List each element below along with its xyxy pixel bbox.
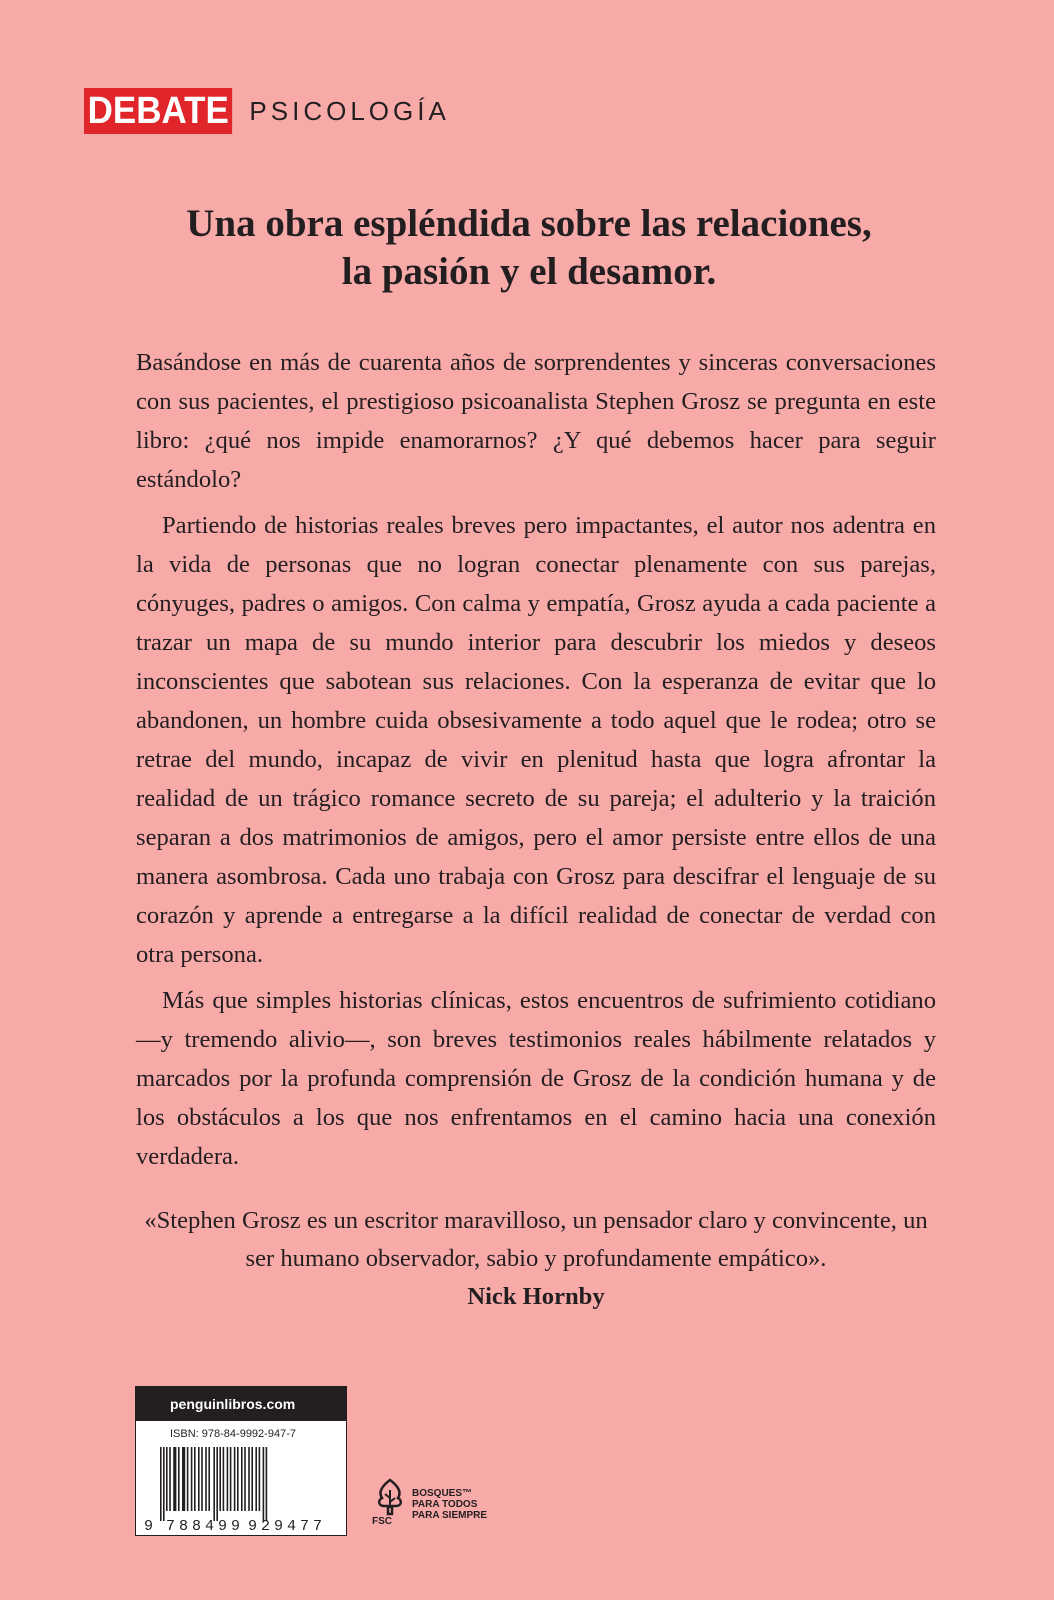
website-label: penguinlibros.com (136, 1387, 346, 1421)
barcode-bar (201, 1447, 203, 1511)
barcode-bar (169, 1447, 171, 1511)
barcode-graphic (136, 1445, 346, 1535)
barcode-bar (223, 1447, 225, 1511)
tree-icon (372, 1478, 408, 1516)
barcode-bar (213, 1447, 215, 1521)
synopsis-paragraph-1: Basándose en más de cuarenta años de sorprendentes y sinceras conversaciones con sus pacientes, el prestigioso psicoanalista Stephen Grosz se pregunta en este libro: ¿qué nos impide enamorarnos? ¿Y qué debemos hacer para seguir estándolo? (136, 349, 936, 493)
barcode-bar (244, 1447, 246, 1511)
barcode-bar (182, 1447, 185, 1511)
isbn-label: ISBN: 978-84-9992-947-7 (170, 1428, 296, 1440)
synopsis-paragraph-2: Partiendo de historias reales breves pero impactantes, el autor nos adentra en la vida de personas que no logran conectar plenamente con sus parejas, cónyuges, padres o amigos. Con calma y empatía, Grosz ayuda a cada paciente a trazar un mapa de su mundo interior para descubrir los miedos y deseos inconscientes que sabotean sus relaciones. Con la esperanza de evitar que lo abandonen, un hombre cuida obsesivamente a todo aquel que le rodea; otro se retrae del mundo, incapaz de vivir en plenitud hasta que logra afrontar la realidad de un trágico romance secreto de su pareja; el adulterio y la traición separan a dos matrimonios de amigos, pero el amor persiste entre ellos de una manera asombrosa. Cada uno trabaja con Grosz para descifrar el lenguaje de su corazón y aprende a entregarse a la difícil realidad de conectar de verdad con otra persona. (136, 512, 936, 968)
synopsis (136, 343, 936, 1183)
barcode-bar (251, 1447, 253, 1511)
barcode-bar (227, 1447, 229, 1511)
blurb-author: Nick Hornby (467, 1283, 605, 1310)
barcode-bar (237, 1447, 239, 1511)
series-name: PSICOLOGÍA (249, 95, 450, 126)
barcode-bar (259, 1447, 261, 1511)
barcode-bar (191, 1447, 193, 1511)
barcode-bar (205, 1447, 207, 1511)
barcode-bar (263, 1447, 265, 1521)
barcode-digit-lead: 9 (144, 1518, 154, 1535)
barcode-bar (166, 1447, 168, 1511)
barcode-bar (230, 1447, 232, 1511)
barcode-digits-right: 929477 (248, 1518, 322, 1535)
barcode-bar (241, 1447, 243, 1511)
barcode-digits-left: 788499 (166, 1518, 240, 1535)
barcode-bar (160, 1447, 162, 1521)
barcode-bar (216, 1447, 218, 1521)
barcode-bar (266, 1447, 268, 1521)
publisher-name: DEBATE (84, 88, 233, 134)
publisher-logo (84, 88, 450, 134)
fsc-slogan-line-2: PARA TODOS (412, 1499, 478, 1510)
barcode-bar (208, 1447, 210, 1511)
blurb (136, 1202, 936, 1316)
barcode-bar (198, 1447, 200, 1511)
barcode-bar (255, 1447, 257, 1511)
barcode-bar (248, 1447, 250, 1511)
fsc-slogan (412, 1488, 487, 1521)
barcode-bar (173, 1447, 176, 1511)
barcode-panel (135, 1386, 347, 1536)
barcode-bar (178, 1447, 180, 1511)
headline-line-1: Una obra espléndida sobre las relaciones, (186, 202, 872, 245)
blurb-text: «Stephen Grosz es un escritor maravilloso, un pensador claro y convincente, un ser humano observador, sabio y profundamente empático». (144, 1207, 928, 1272)
fsc-slogan-line-1: BOSQUES™ (412, 1488, 473, 1499)
barcode-bar (194, 1447, 196, 1511)
fsc-label: FSC (372, 1516, 392, 1527)
synopsis-paragraph-3: Más que simples historias clínicas, estos encuentros de sufrimiento cotidiano —y tremendo alivio—, son breves testimonios reales hábilmente relatados y marcados por la profunda comprensión de Grosz de la condición humana y de los obstáculos a los que nos enfrentamos en el camino hacia una conexión verdadera. (136, 987, 936, 1170)
fsc-logo (372, 1478, 522, 1534)
headline (134, 200, 924, 296)
fsc-slogan-line-3: PARA SIEMPRE (412, 1510, 488, 1521)
barcode-bar (187, 1447, 189, 1511)
headline-line-2: la pasión y el desamor. (341, 250, 717, 293)
barcode-bar (163, 1447, 165, 1521)
barcode-bar (219, 1447, 221, 1511)
barcode-bar (234, 1447, 236, 1511)
